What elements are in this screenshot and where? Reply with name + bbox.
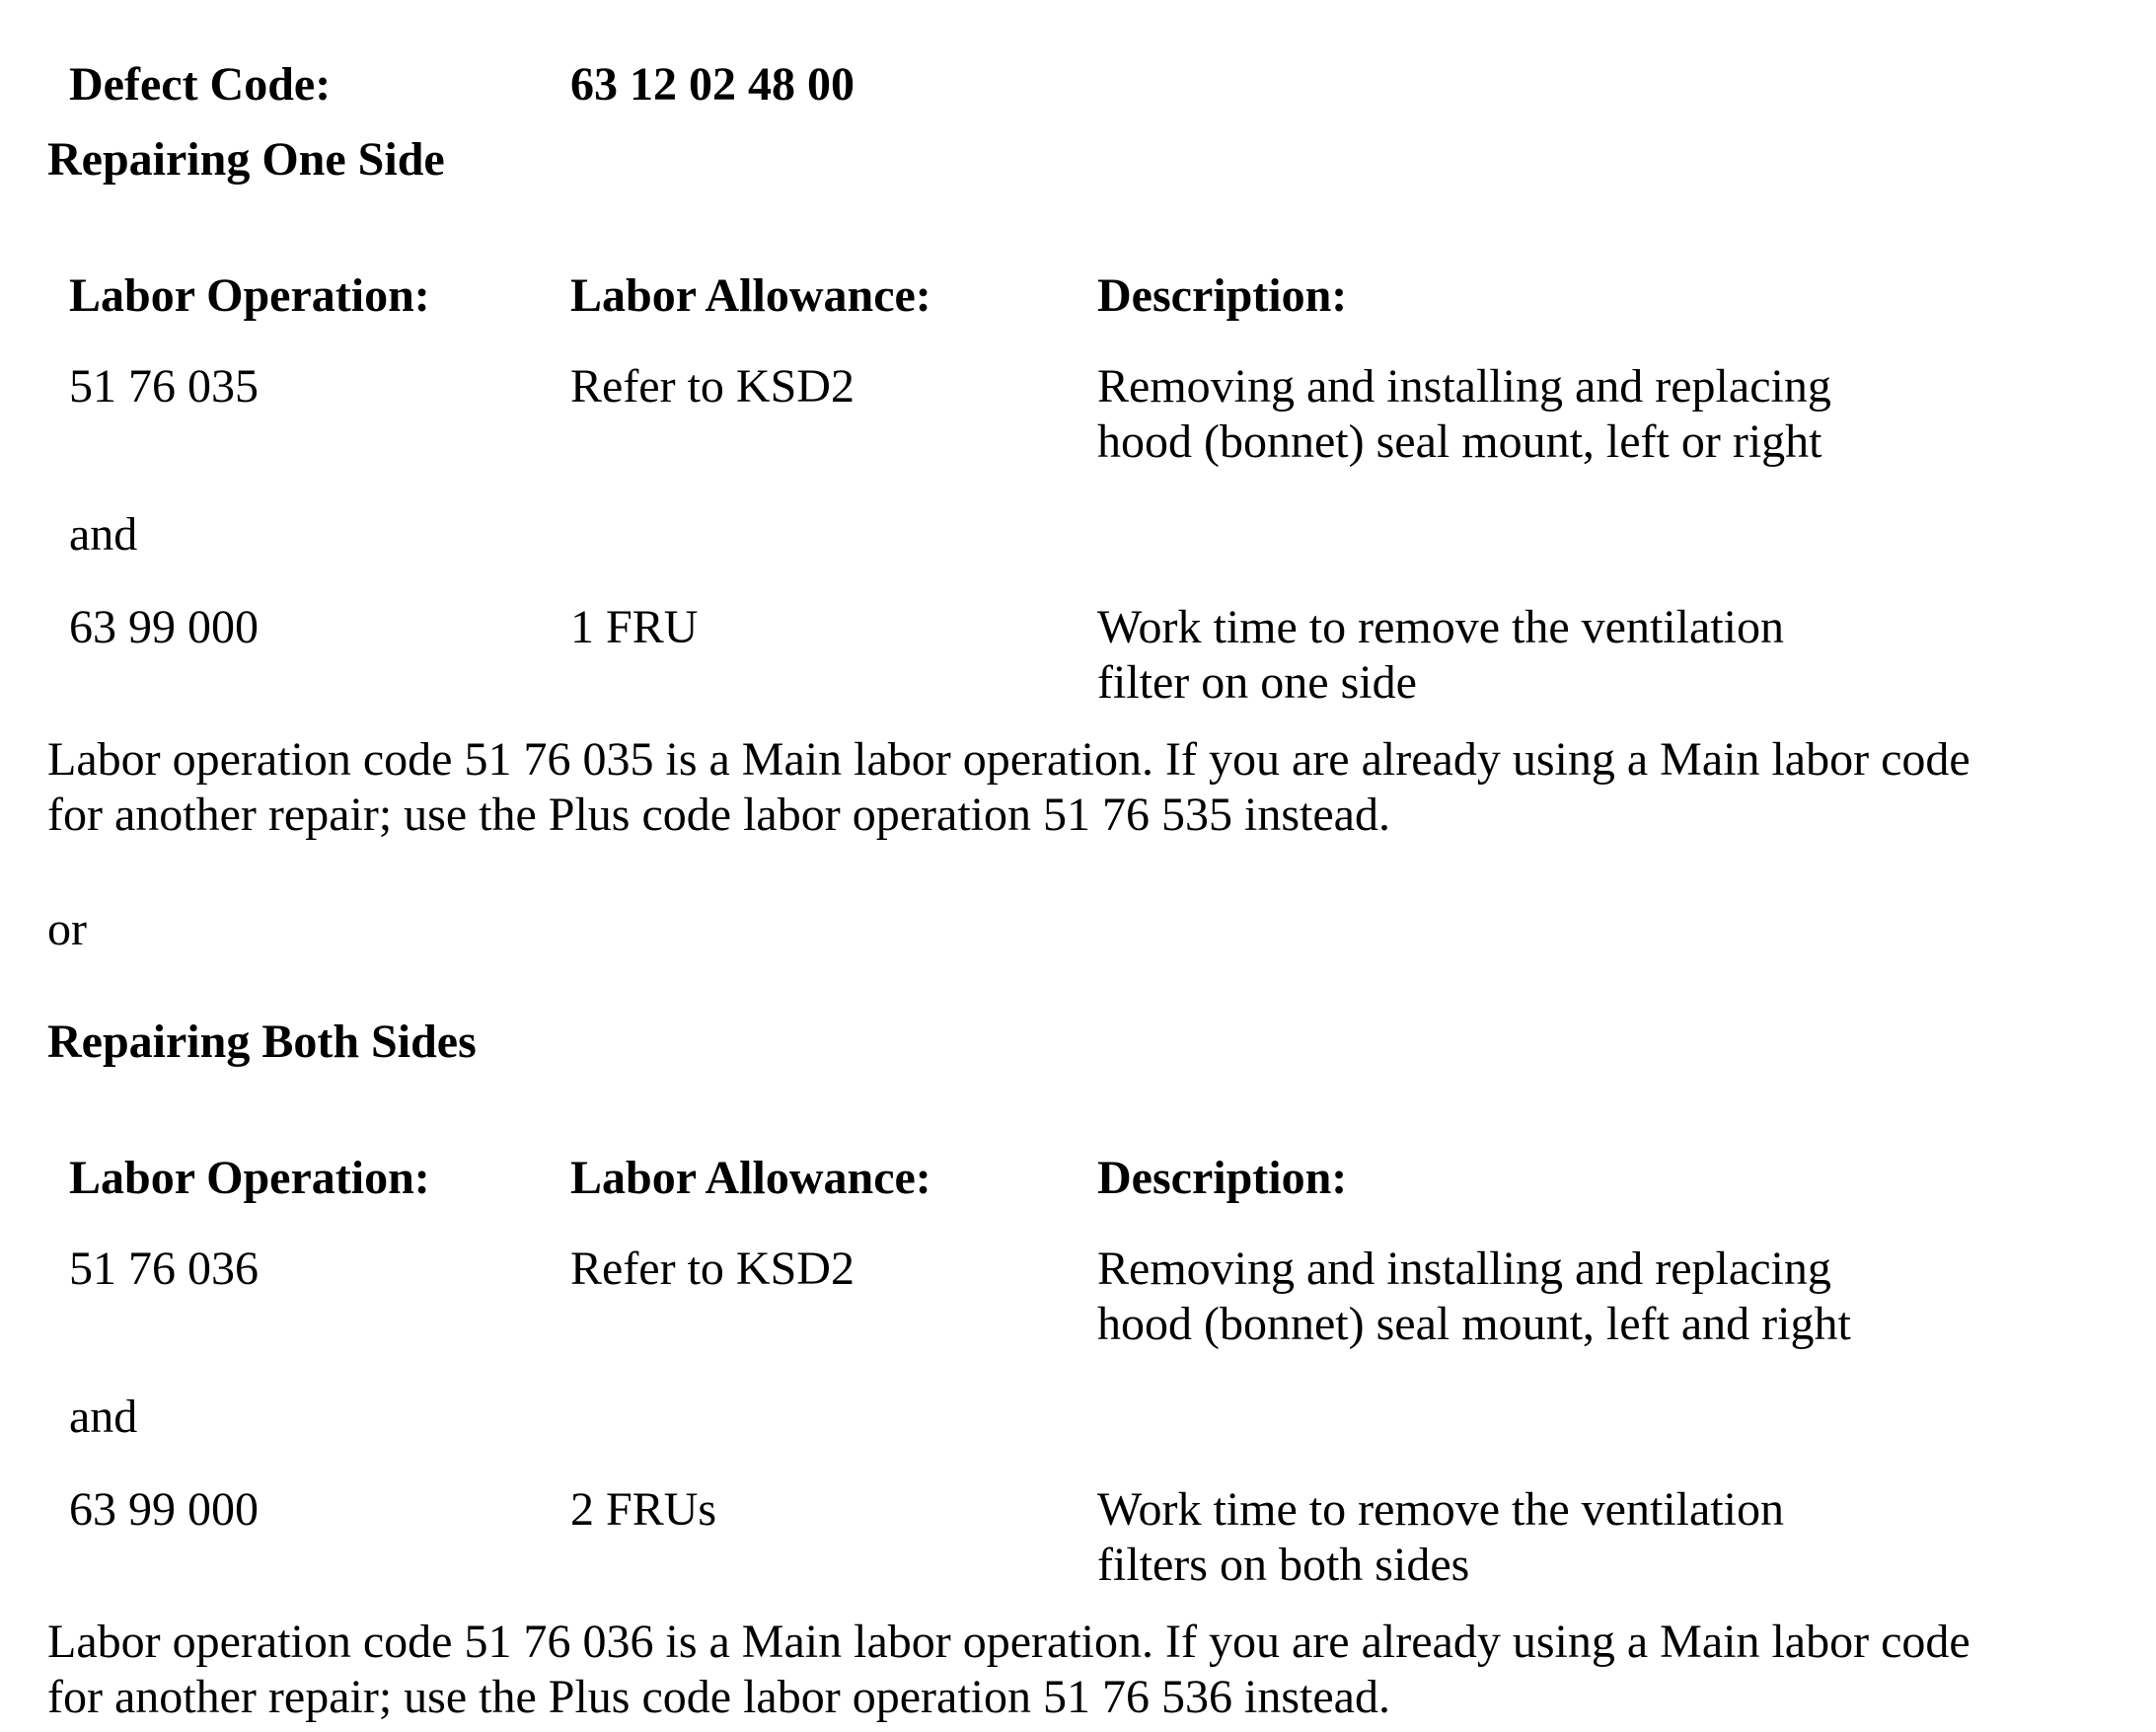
row-description-line2: filters on both sides [1097,1539,1470,1591]
note-line1: Labor operation code 51 76 035 is a Main labor operation. If you are already using a Main labor code [47,733,1970,786]
row-operation: 63 99 000 [69,601,259,653]
header-description: Description: [1097,1152,1348,1204]
row-operation: 63 99 000 [69,1483,259,1536]
row-operation: 51 76 036 [69,1243,259,1295]
header-labor-allowance: Labor Allowance: [570,269,931,322]
section-heading-one-side: Repairing One Side [47,133,445,186]
section-heading-both-sides: Repairing Both Sides [47,1016,477,1068]
note-line2: for another repair; use the Plus code labor operation 51 76 535 instead. [47,789,1390,841]
connector-and: and [69,1391,138,1443]
row-description-line1: Work time to remove the ventilation [1097,1483,1784,1536]
row-description-line1: Removing and installing and replacing [1097,1243,1831,1295]
row-description-line1: Removing and installing and replacing [1097,360,1831,413]
row-allowance: 2 FRUs [570,1483,717,1536]
header-labor-operation: Labor Operation: [69,1152,430,1204]
note-line2: for another repair; use the Plus code labor operation 51 76 536 instead. [47,1671,1390,1723]
row-allowance: Refer to KSD2 [570,360,855,413]
note-line1: Labor operation code 51 76 036 is a Main labor operation. If you are already using a Main labor code [47,1616,1970,1668]
header-labor-allowance: Labor Allowance: [570,1152,931,1204]
row-description-line2: hood (bonnet) seal mount, left or right [1097,415,1822,468]
row-allowance: Refer to KSD2 [570,1243,855,1295]
row-description-line2: hood (bonnet) seal mount, left and right [1097,1298,1851,1350]
row-operation: 51 76 035 [69,360,259,413]
defect-code-label: Defect Code: [69,58,332,111]
separator-or: or [47,903,87,955]
header-labor-operation: Labor Operation: [69,269,430,322]
connector-and: and [69,508,138,561]
row-allowance: 1 FRU [570,601,699,653]
header-description: Description: [1097,269,1348,322]
row-description-line1: Work time to remove the ventilation [1097,601,1784,653]
row-description-line2: filter on one side [1097,656,1417,709]
defect-code-value: 63 12 02 48 00 [570,58,855,111]
